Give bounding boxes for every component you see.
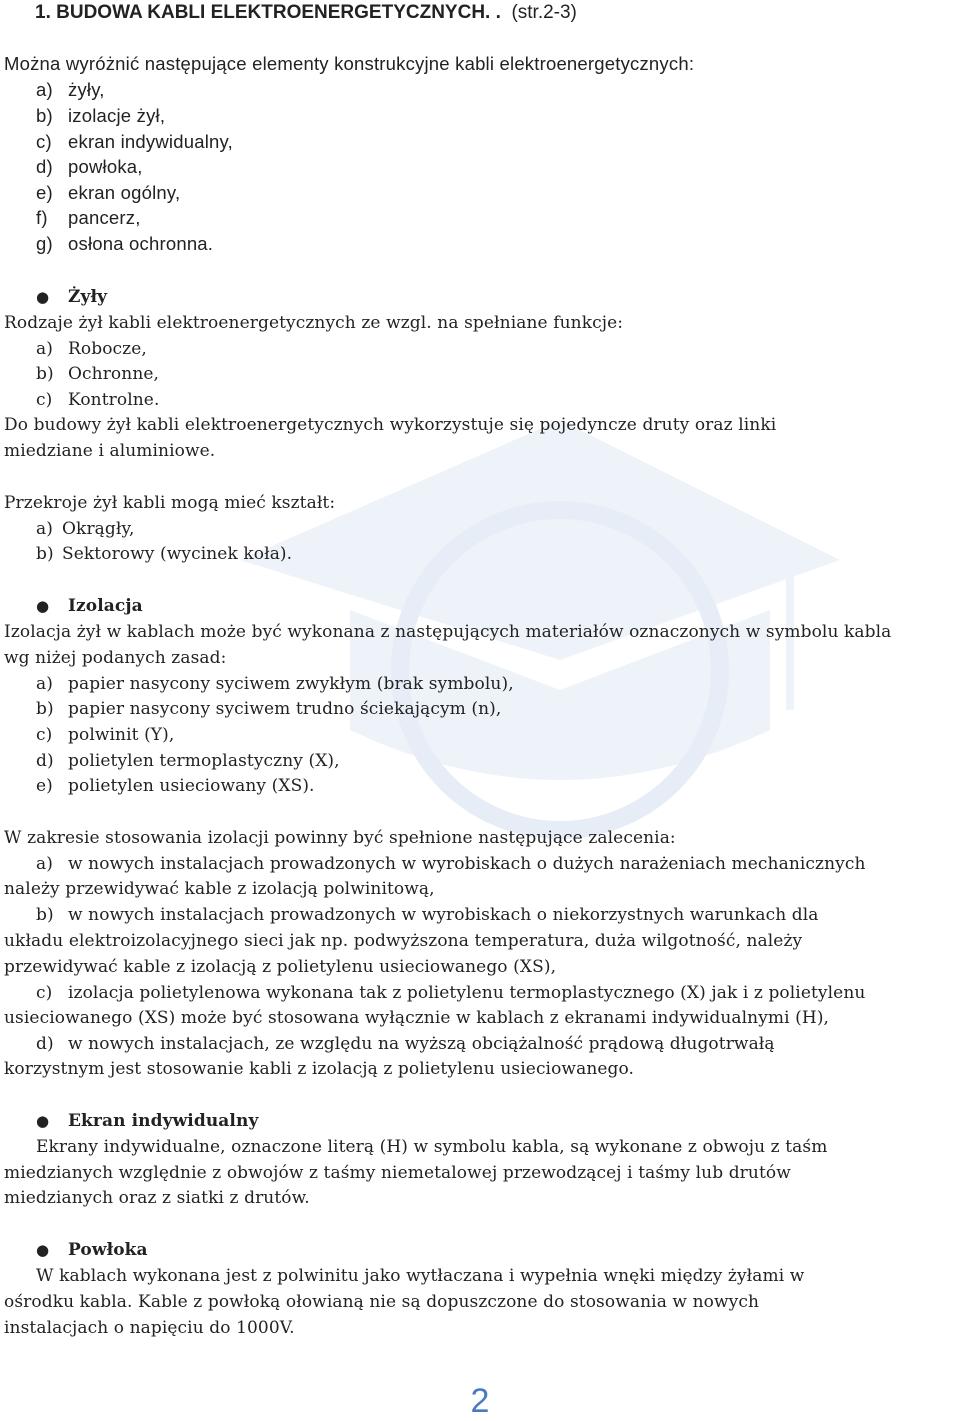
recommendation-item: d) w nowych instalacjach, ze względu na wyższą obciążalność prądową długotrwałą — [36, 1034, 775, 1054]
section-heading-zyly: ● Żyły — [36, 284, 107, 310]
page-number: 2 — [470, 1382, 490, 1420]
list-item: c) polwinit (Y), — [36, 725, 175, 745]
list-item: e) ekran ogólny, — [36, 182, 181, 203]
recommendations-intro: W zakresie stosowania izolacji powinny być spełnione następujące zalecenia: — [4, 828, 676, 848]
zyly-shapes-text: Przekroje żył kabli mogą mieć kształt: — [4, 493, 336, 513]
list-item: a) Okrągły, — [36, 519, 135, 539]
intro-text: Można wyróżnić następujące elementy konstrukcyjne kabli elektroenergetycznych: — [4, 53, 695, 74]
section-heading-ekran: ● Ekran indywidualny — [36, 1108, 258, 1134]
list-item: a) żyły, — [36, 79, 105, 100]
recommendation-text: układu elektroizolacyjnego sieci jak np. podwyższona temperatura, duża wilgotność, należy — [4, 931, 803, 951]
izolacja-text: wg niżej podanych zasad: — [4, 648, 227, 668]
zyly-construction-text: miedziane i aluminiowe. — [4, 441, 216, 461]
list-item: c) ekran indywidualny, — [36, 131, 233, 152]
list-item: b) Ochronne, — [36, 364, 160, 384]
list-item: a) papier nasycony syciwem zwykłym (brak symbolu), — [36, 674, 514, 694]
ekran-text: Ekrany indywidualne, oznaczone literą (H) w symbolu kabla, są wykonane z obwoju z taśm — [36, 1137, 828, 1157]
list-item: e) polietylen usieciowany (XS). — [36, 776, 315, 796]
powloka-text: instalacjach o napięciu do 1000V. — [4, 1318, 295, 1338]
bullet-icon: ● — [36, 288, 50, 306]
list-item: b) Sektorowy (wycinek koła). — [36, 544, 293, 564]
ekran-text: miedzianych oraz z siatki z drutów. — [4, 1188, 310, 1208]
zyly-construction-text: Do budowy żył kabli elektroenergetycznych wykorzystuje się pojedyncze druty oraz linki — [4, 415, 777, 435]
list-item: d) powłoka, — [36, 156, 143, 177]
list-item: b) izolacje żył, — [36, 105, 166, 126]
recommendation-text: przewidywać kable z izolacją z polietylenu usieciowanego (XS), — [4, 957, 557, 977]
page-title: 1. BUDOWA KABLI ELEKTROENERGETYCZNYCH. . (str.2-3) — [35, 2, 577, 23]
section-heading-powloka: ● Powłoka — [36, 1237, 148, 1263]
bullet-icon: ● — [36, 1112, 50, 1130]
list-item: a) Robocze, — [36, 339, 147, 359]
section-heading-izolacja: ● Izolacja — [36, 593, 143, 619]
bullet-icon: ● — [36, 597, 50, 615]
ekran-text: miedzianych względnie z obwojów z taśmy niemetalowej przewodzącej i taśmy lub drutów — [4, 1163, 791, 1183]
recommendation-item: c) izolacja polietylenowa wykonana tak z polietylenu termoplastycznego (X) jak i z polietylenu — [36, 983, 866, 1003]
powloka-text: ośrodku kabla. Kable z powłoką ołowianą nie są dopuszczone do stosowania w nowych — [4, 1292, 759, 1312]
list-item: f) pancerz, — [36, 207, 141, 228]
recommendation-text: korzystnym jest stosowanie kabli z izolacją z polietylenu usieciowanego. — [4, 1059, 635, 1079]
list-item: g) osłona ochronna. — [36, 233, 214, 254]
zyly-functions-text: Rodzaje żył kabli elektroenergetycznych ze wzgl. na spełniane funkcje: — [4, 313, 624, 333]
list-item: d) polietylen termoplastyczny (X), — [36, 751, 340, 771]
list-item: c) Kontrolne. — [36, 390, 160, 410]
izolacja-text: Izolacja żył w kablach może być wykonana z następujących materiałów oznaczonych w symbolu kabla — [4, 622, 892, 642]
bullet-icon: ● — [36, 1241, 50, 1259]
recommendation-text: usieciowanego (XS) może być stosowana wyłącznie w kablach z ekranami indywidualnymi (H), — [4, 1008, 830, 1028]
list-item: b) papier nasycony syciwem trudno ściekającym (n), — [36, 699, 502, 719]
recommendation-item: a) w nowych instalacjach prowadzonych w wyrobiskach o dużych narażeniach mechanicznych — [36, 854, 866, 874]
recommendation-item: b) w nowych instalacjach prowadzonych w wyrobiskach o niekorzystnych warunkach dla — [36, 905, 819, 925]
powloka-text: W kablach wykonana jest z polwinitu jako wytłaczana i wypełnia wnęki między żyłami w — [36, 1266, 805, 1286]
recommendation-text: należy przewidywać kable z izolacją polwinitową, — [4, 879, 435, 899]
